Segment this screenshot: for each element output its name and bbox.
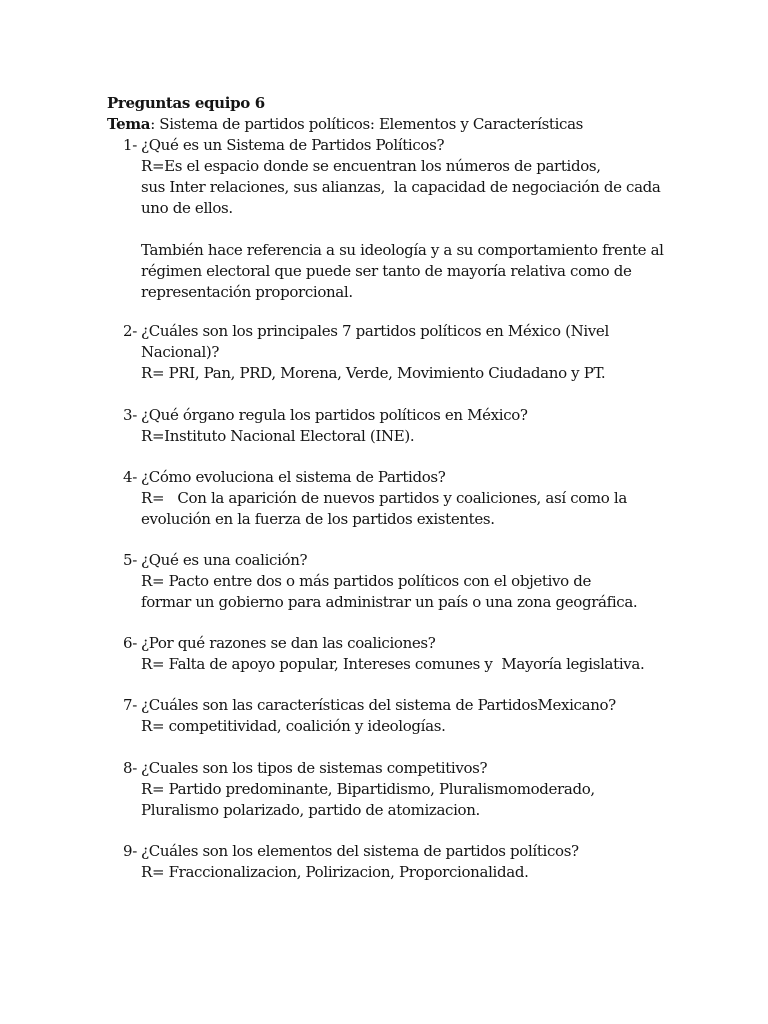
answer-line: formar un gobierno para administrar un país o una zona geográfica. bbox=[141, 593, 638, 611]
answer-line: R= Partido predominante, Bipartidismo, Pluralismomoderado, bbox=[141, 780, 595, 798]
question-number: 5- bbox=[123, 551, 137, 569]
answer-line: R= Falta de apoyo popular, Intereses comunes y Mayoría legislativa. bbox=[141, 655, 645, 673]
question-block-2 bbox=[123, 321, 683, 384]
question-text: ¿Qué es una coalición? bbox=[141, 551, 308, 569]
question-3 bbox=[123, 405, 683, 426]
answer-line: R= Fraccionalizacion, Polirizacion, Proporcionalidad. bbox=[141, 863, 529, 881]
question-text: Nacional)? bbox=[141, 343, 220, 361]
question-number: 3- bbox=[123, 406, 137, 424]
question-text: ¿Cuáles son los elementos del sistema de partidos políticos? bbox=[141, 842, 579, 860]
answer-9 bbox=[141, 862, 683, 883]
topic-text: : Sistema de partidos políticos: Elementos y Características bbox=[150, 115, 584, 133]
question-7 bbox=[123, 695, 683, 716]
question-block-6 bbox=[123, 633, 683, 675]
answer-8 bbox=[141, 779, 683, 821]
answer-line: También hace referencia a su ideología y a su comportamiento frente al bbox=[141, 241, 664, 259]
answer-7 bbox=[141, 716, 683, 737]
answer-1-paragraph-2 bbox=[141, 240, 683, 303]
question-2 bbox=[123, 321, 683, 363]
question-text: ¿Por qué razones se dan las coaliciones? bbox=[141, 634, 436, 652]
question-block-7 bbox=[123, 695, 683, 737]
question-number: 8- bbox=[123, 759, 137, 777]
answer-line: Pluralismo polarizado, partido de atomizacion. bbox=[141, 801, 480, 819]
topic-label: Tema bbox=[107, 115, 151, 133]
answer-line: R= Con la aparición de nuevos partidos y coaliciones, así como la bbox=[141, 489, 627, 507]
question-text: ¿Qué órgano regula los partidos políticos en México? bbox=[141, 406, 528, 424]
question-4 bbox=[123, 467, 683, 488]
question-1 bbox=[123, 135, 683, 156]
answer-1 bbox=[141, 156, 683, 303]
question-block-8 bbox=[123, 758, 683, 821]
question-block-4 bbox=[123, 467, 683, 530]
question-number: 4- bbox=[123, 468, 137, 486]
question-block-1 bbox=[123, 135, 683, 303]
document-topic bbox=[107, 114, 583, 135]
answer-2 bbox=[141, 363, 683, 384]
question-block-3 bbox=[123, 405, 683, 447]
question-number: 6- bbox=[123, 634, 137, 652]
answer-line: R=Es el espacio donde se encuentran los números de partidos, bbox=[141, 157, 601, 175]
answer-line: régimen electoral que puede ser tanto de mayoría relativa como de bbox=[141, 262, 632, 280]
answer-6 bbox=[141, 654, 683, 675]
question-6 bbox=[123, 633, 683, 654]
question-number: 9- bbox=[123, 842, 137, 860]
question-block-9 bbox=[123, 841, 683, 883]
answer-line: R=Instituto Nacional Electoral (INE). bbox=[141, 427, 415, 445]
answer-line: representación proporcional. bbox=[141, 283, 353, 301]
question-number: 1- bbox=[123, 136, 137, 154]
question-text: ¿Cuáles son los principales 7 partidos políticos en México (Nivel bbox=[141, 322, 609, 340]
question-text: ¿Cuales son los tipos de sistemas competitivos? bbox=[141, 759, 488, 777]
answer-line: R= competitividad, coalición y ideologías. bbox=[141, 717, 446, 735]
question-text: ¿Cuáles son las características del sistema de PartidosMexicano? bbox=[141, 696, 616, 714]
question-9 bbox=[123, 841, 683, 862]
question-5 bbox=[123, 550, 683, 571]
question-8 bbox=[123, 758, 683, 779]
answer-5 bbox=[141, 571, 683, 613]
answer-line: uno de ellos. bbox=[141, 199, 233, 217]
answer-4 bbox=[141, 488, 683, 530]
question-text: ¿Qué es un Sistema de Partidos Políticos? bbox=[141, 136, 445, 154]
answer-line: R= PRI, Pan, PRD, Morena, Verde, Movimiento Ciudadano y PT. bbox=[141, 364, 606, 382]
answer-line: R= Pacto entre dos o más partidos políticos con el objetivo de bbox=[141, 572, 592, 590]
question-number: 7- bbox=[123, 696, 137, 714]
document-title: Preguntas equipo 6 bbox=[107, 94, 265, 112]
question-block-5 bbox=[123, 550, 683, 613]
question-number: 2- bbox=[123, 322, 137, 340]
answer-line: evolución en la fuerza de los partidos existentes. bbox=[141, 510, 495, 528]
answer-3 bbox=[141, 426, 683, 447]
answer-line: sus Inter relaciones, sus alianzas, la capacidad de negociación de cada bbox=[141, 178, 661, 196]
question-text: ¿Cómo evoluciona el sistema de Partidos? bbox=[141, 468, 446, 486]
